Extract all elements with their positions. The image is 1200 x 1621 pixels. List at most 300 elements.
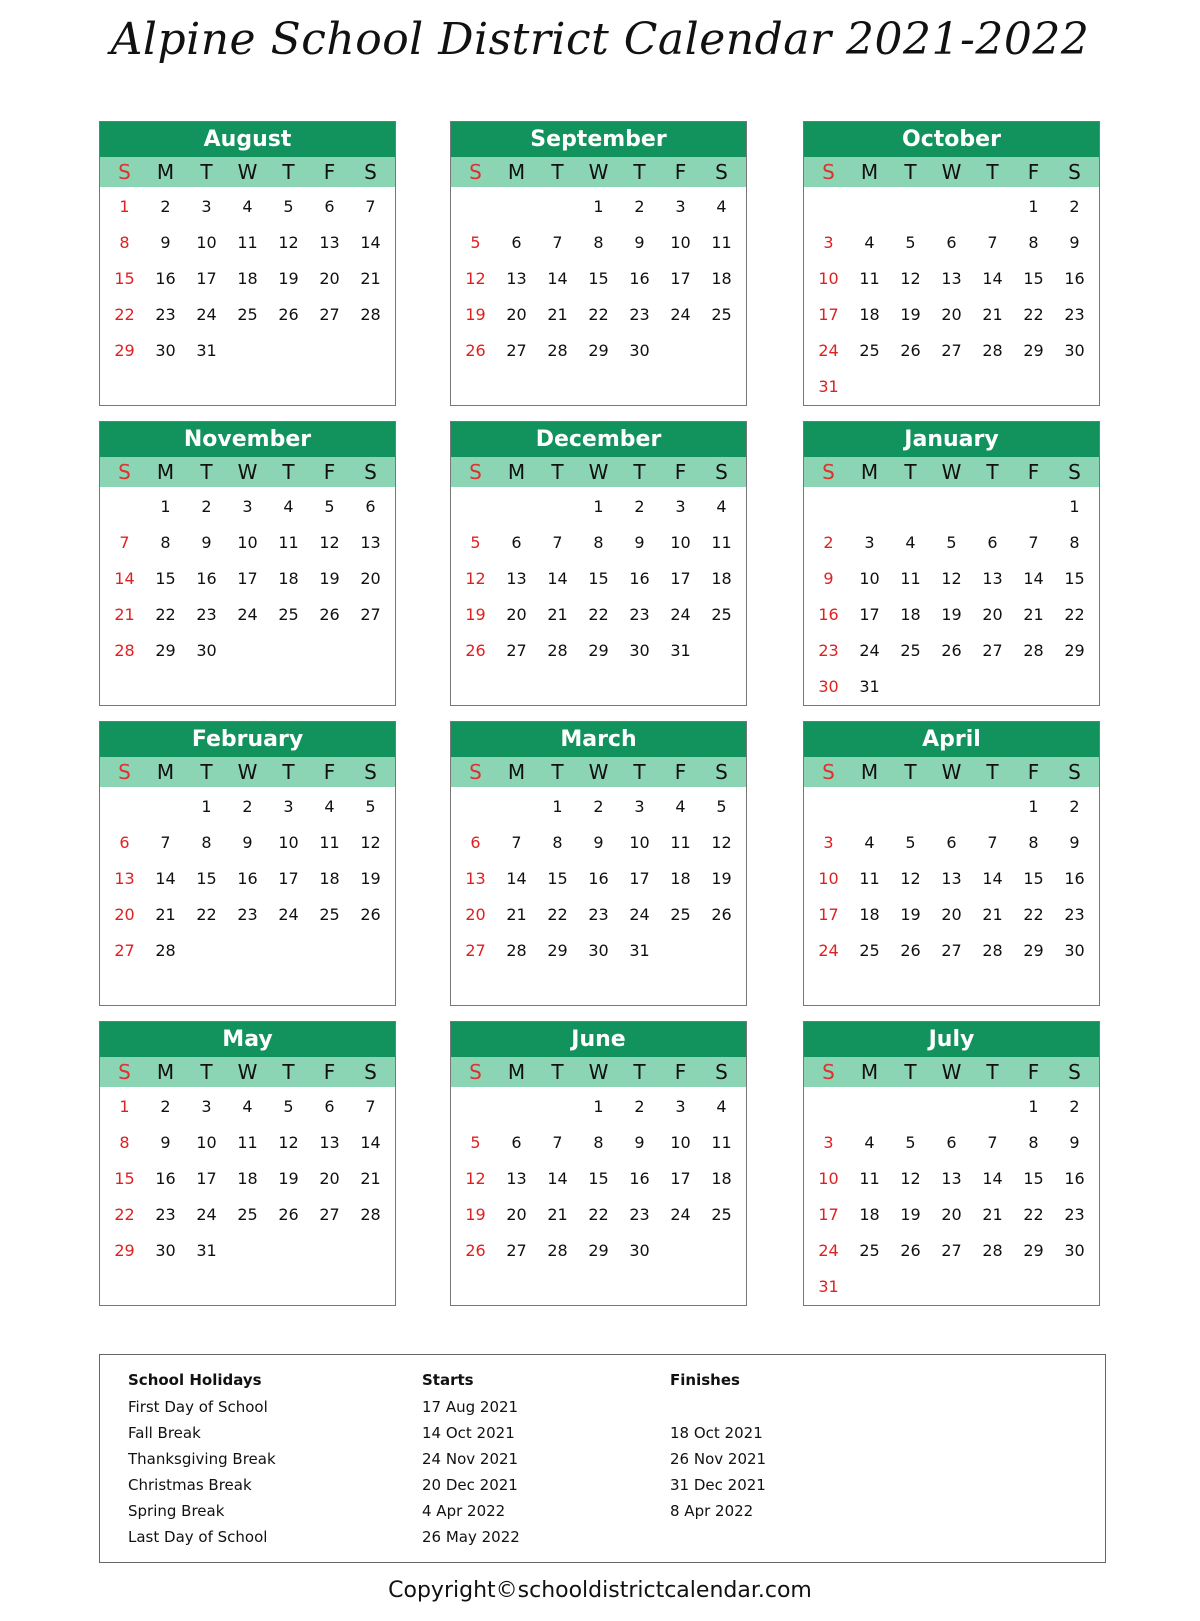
weekday-label: T: [200, 1060, 213, 1084]
month-name: October: [804, 122, 1099, 157]
day-cell: 8: [201, 833, 212, 852]
day-cell: 11: [859, 1169, 880, 1188]
day-cell: 5: [716, 797, 727, 816]
day-grid: [804, 487, 1099, 705]
month-name: July: [804, 1022, 1099, 1057]
day-cell: 13: [941, 1169, 962, 1188]
day-cell: 14: [155, 869, 176, 888]
day-cell: 7: [987, 833, 998, 852]
day-cell: 18: [237, 269, 258, 288]
day-cell: 20: [506, 605, 527, 624]
day-cell: 20: [506, 305, 527, 324]
day-cell: 24: [818, 341, 839, 360]
weekday-label: F: [323, 460, 336, 484]
day-cell: 2: [1069, 797, 1080, 816]
day-cell: 18: [319, 869, 340, 888]
weekday-label: M: [507, 160, 526, 184]
day-cell: 24: [629, 905, 650, 924]
day-cell: 4: [675, 797, 686, 816]
empty-cell: [104, 789, 145, 825]
day-cell: 30: [155, 1241, 176, 1260]
weekday-header: [100, 757, 395, 787]
day-cell: 18: [278, 569, 299, 588]
day-cell: 6: [470, 833, 481, 852]
day-cell: 19: [465, 1205, 486, 1224]
day-cell: 22: [588, 1205, 609, 1224]
day-cell: 2: [634, 497, 645, 516]
day-cell: 23: [818, 641, 839, 660]
day-cell: 11: [278, 533, 299, 552]
day-cell: 30: [818, 677, 839, 696]
day-cell: 3: [283, 797, 294, 816]
day-cell: 12: [711, 833, 732, 852]
weekday-label: M: [507, 1060, 526, 1084]
day-cell: 24: [278, 905, 299, 924]
day-cell: 15: [196, 869, 217, 888]
day-cell: 23: [629, 1205, 650, 1224]
empty-cell: [537, 189, 578, 225]
weekday-label: W: [588, 460, 609, 484]
empty-cell: [972, 189, 1013, 225]
day-cell: 23: [1064, 1205, 1085, 1224]
day-cell: 27: [941, 341, 962, 360]
day-cell: 20: [319, 1169, 340, 1188]
day-cell: 16: [1064, 269, 1085, 288]
day-cell: 26: [278, 1205, 299, 1224]
day-cell: 24: [670, 305, 691, 324]
month-name: August: [100, 122, 395, 157]
day-cell: 14: [982, 869, 1003, 888]
day-cell: 28: [547, 1241, 568, 1260]
day-cell: 27: [941, 1241, 962, 1260]
day-cell: 14: [506, 869, 527, 888]
day-cell: 3: [864, 533, 875, 552]
day-cell: 12: [465, 1169, 486, 1188]
day-cell: 24: [818, 941, 839, 960]
weekday-header: [451, 457, 746, 487]
day-cell: 22: [1023, 305, 1044, 324]
day-cell: 9: [160, 1133, 171, 1152]
month-name: September: [451, 122, 746, 157]
day-cell: 31: [196, 1241, 217, 1260]
day-cell: 17: [670, 269, 691, 288]
day-cell: 22: [114, 1205, 135, 1224]
day-cell: 13: [941, 269, 962, 288]
weekday-label: M: [860, 460, 879, 484]
day-cell: 12: [900, 269, 921, 288]
day-cell: 21: [1023, 605, 1044, 624]
weekday-header: [804, 457, 1099, 487]
weekday-label: T: [633, 160, 646, 184]
month-name: May: [100, 1022, 395, 1057]
weekday-label: T: [551, 460, 564, 484]
holiday-name: Fall Break: [128, 1424, 201, 1442]
weekday-label: W: [237, 1060, 258, 1084]
day-cell: 16: [629, 569, 650, 588]
day-cell: 12: [465, 269, 486, 288]
day-cell: 29: [547, 941, 568, 960]
day-cell: 27: [982, 641, 1003, 660]
weekday-label: W: [588, 1060, 609, 1084]
day-grid: [451, 187, 746, 369]
day-cell: 18: [900, 605, 921, 624]
day-cell: 8: [1028, 233, 1039, 252]
day-cell: 4: [864, 1133, 875, 1152]
day-grid: [451, 1087, 746, 1269]
day-cell: 5: [324, 497, 335, 516]
empty-cell: [104, 489, 145, 525]
day-cell: 23: [629, 605, 650, 624]
day-cell: 21: [114, 605, 135, 624]
day-cell: 6: [511, 1133, 522, 1152]
day-cell: 9: [1069, 1133, 1080, 1152]
day-cell: 31: [859, 677, 880, 696]
day-cell: 4: [242, 1097, 253, 1116]
day-cell: 15: [155, 569, 176, 588]
day-cell: 20: [319, 269, 340, 288]
weekday-label: T: [986, 160, 999, 184]
day-cell: 12: [900, 1169, 921, 1188]
holiday-row: [100, 1394, 1105, 1421]
empty-cell: [496, 1089, 537, 1125]
day-cell: 5: [905, 833, 916, 852]
day-cell: 15: [588, 569, 609, 588]
day-cell: 27: [114, 941, 135, 960]
day-cell: 9: [823, 569, 834, 588]
day-cell: 30: [196, 641, 217, 660]
day-cell: 21: [982, 1205, 1003, 1224]
day-cell: 28: [982, 941, 1003, 960]
day-cell: 14: [982, 1169, 1003, 1188]
day-cell: 10: [196, 1133, 217, 1152]
holiday-start: 17 Aug 2021: [422, 1398, 519, 1416]
day-cell: 11: [319, 833, 340, 852]
empty-cell: [455, 489, 496, 525]
day-cell: 6: [365, 497, 376, 516]
day-cell: 17: [818, 305, 839, 324]
day-cell: 18: [711, 1169, 732, 1188]
month-june: [450, 1021, 747, 1306]
empty-cell: [496, 489, 537, 525]
weekday-label: S: [822, 160, 835, 184]
weekday-label: S: [118, 1060, 131, 1084]
day-cell: 16: [155, 1169, 176, 1188]
day-cell: 25: [900, 641, 921, 660]
day-cell: 25: [319, 905, 340, 924]
empty-cell: [931, 1089, 972, 1125]
holiday-name: Last Day of School: [128, 1528, 268, 1546]
day-cell: 7: [552, 233, 563, 252]
day-cell: 6: [946, 233, 957, 252]
day-cell: 18: [859, 905, 880, 924]
day-grid: [804, 187, 1099, 405]
day-cell: 1: [552, 797, 563, 816]
day-cell: 20: [941, 905, 962, 924]
day-cell: 12: [278, 233, 299, 252]
day-cell: 5: [905, 1133, 916, 1152]
day-cell: 8: [593, 533, 604, 552]
day-cell: 16: [237, 869, 258, 888]
weekday-label: F: [323, 160, 336, 184]
day-cell: 18: [237, 1169, 258, 1188]
day-cell: 22: [114, 305, 135, 324]
day-cell: 10: [818, 1169, 839, 1188]
day-cell: 15: [114, 1169, 135, 1188]
holiday-row: [100, 1446, 1105, 1473]
school-holidays-table: [99, 1354, 1106, 1563]
day-cell: 22: [1064, 605, 1085, 624]
day-cell: 5: [470, 533, 481, 552]
weekday-label: W: [941, 160, 962, 184]
holiday-row: [100, 1524, 1105, 1551]
day-cell: 16: [629, 269, 650, 288]
day-cell: 26: [900, 341, 921, 360]
weekday-label: T: [282, 1060, 295, 1084]
empty-cell: [455, 1089, 496, 1125]
day-cell: 30: [1064, 941, 1085, 960]
day-cell: 21: [155, 905, 176, 924]
month-name: February: [100, 722, 395, 757]
day-cell: 5: [365, 797, 376, 816]
weekday-label: M: [860, 1060, 879, 1084]
day-cell: 26: [941, 641, 962, 660]
day-cell: 28: [360, 305, 381, 324]
day-cell: 14: [982, 269, 1003, 288]
holiday-row: [100, 1472, 1105, 1499]
weekday-label: S: [364, 760, 377, 784]
day-grid: [100, 187, 395, 369]
empty-cell: [931, 489, 972, 525]
day-cell: 15: [588, 269, 609, 288]
day-cell: 10: [670, 233, 691, 252]
day-cell: 17: [670, 569, 691, 588]
day-cell: 8: [119, 233, 130, 252]
day-cell: 15: [1023, 269, 1044, 288]
day-cell: 2: [1069, 197, 1080, 216]
weekday-label: S: [1068, 460, 1081, 484]
weekday-label: W: [941, 760, 962, 784]
day-cell: 13: [319, 1133, 340, 1152]
day-cell: 24: [196, 1205, 217, 1224]
day-cell: 31: [629, 941, 650, 960]
day-cell: 19: [941, 605, 962, 624]
day-cell: 30: [155, 341, 176, 360]
day-cell: 6: [946, 1133, 957, 1152]
day-cell: 6: [946, 833, 957, 852]
day-cell: 28: [547, 641, 568, 660]
day-cell: 29: [1023, 341, 1044, 360]
day-cell: 6: [987, 533, 998, 552]
day-cell: 21: [506, 905, 527, 924]
weekday-label: T: [551, 760, 564, 784]
holiday-row: [100, 1420, 1105, 1447]
weekday-label: S: [118, 160, 131, 184]
day-cell: 29: [1023, 941, 1044, 960]
month-may: [99, 1021, 396, 1306]
empty-cell: [972, 789, 1013, 825]
empty-cell: [931, 189, 972, 225]
day-cell: 20: [360, 569, 381, 588]
day-cell: 2: [823, 533, 834, 552]
weekday-label: S: [1068, 1060, 1081, 1084]
weekday-label: S: [822, 760, 835, 784]
weekday-label: T: [551, 160, 564, 184]
day-cell: 29: [155, 641, 176, 660]
weekday-label: M: [860, 760, 879, 784]
day-cell: 7: [1028, 533, 1039, 552]
day-cell: 22: [547, 905, 568, 924]
day-cell: 4: [864, 233, 875, 252]
day-cell: 9: [1069, 233, 1080, 252]
weekday-label: T: [986, 760, 999, 784]
day-cell: 3: [634, 797, 645, 816]
day-cell: 20: [114, 905, 135, 924]
weekday-label: S: [364, 160, 377, 184]
empty-cell: [496, 189, 537, 225]
empty-cell: [808, 1089, 849, 1125]
day-cell: 8: [119, 1133, 130, 1152]
day-cell: 2: [160, 197, 171, 216]
weekday-label: W: [237, 160, 258, 184]
empty-cell: [890, 189, 931, 225]
month-august: [99, 121, 396, 406]
day-cell: 26: [465, 341, 486, 360]
holiday-start: 24 Nov 2021: [422, 1450, 519, 1468]
weekday-label: F: [1027, 760, 1040, 784]
day-cell: 11: [711, 233, 732, 252]
holiday-finish: 8 Apr 2022: [670, 1502, 754, 1520]
day-cell: 10: [859, 569, 880, 588]
day-cell: 3: [201, 197, 212, 216]
day-cell: 9: [1069, 833, 1080, 852]
weekday-label: F: [674, 1060, 687, 1084]
day-grid: [451, 787, 746, 969]
empty-cell: [931, 789, 972, 825]
weekday-label: T: [986, 1060, 999, 1084]
day-cell: 19: [900, 305, 921, 324]
day-cell: 7: [987, 233, 998, 252]
day-cell: 9: [201, 533, 212, 552]
weekday-label: T: [200, 160, 213, 184]
weekday-label: S: [1068, 760, 1081, 784]
day-cell: 11: [859, 869, 880, 888]
day-cell: 19: [465, 305, 486, 324]
day-cell: 30: [588, 941, 609, 960]
weekday-label: W: [237, 460, 258, 484]
day-cell: 12: [319, 533, 340, 552]
holiday-name: Thanksgiving Break: [128, 1450, 276, 1468]
day-cell: 24: [670, 605, 691, 624]
day-cell: 4: [716, 1097, 727, 1116]
weekday-label: S: [715, 1060, 728, 1084]
weekday-label: T: [904, 460, 917, 484]
weekday-label: T: [282, 460, 295, 484]
day-cell: 10: [670, 1133, 691, 1152]
day-cell: 23: [155, 305, 176, 324]
day-cell: 2: [1069, 1097, 1080, 1116]
day-cell: 15: [1023, 1169, 1044, 1188]
day-cell: 31: [818, 377, 839, 396]
day-cell: 21: [547, 1205, 568, 1224]
weekday-label: F: [323, 1060, 336, 1084]
day-cell: 17: [237, 569, 258, 588]
copyright-text: Copyright©schooldistrictcalendar.com: [388, 1578, 812, 1603]
day-cell: 30: [629, 641, 650, 660]
day-cell: 26: [711, 905, 732, 924]
day-cell: 17: [818, 1205, 839, 1224]
day-cell: 8: [160, 533, 171, 552]
day-cell: 14: [547, 569, 568, 588]
day-cell: 14: [360, 233, 381, 252]
day-cell: 4: [716, 197, 727, 216]
weekday-header: [804, 757, 1099, 787]
day-cell: 11: [237, 1133, 258, 1152]
month-name: March: [451, 722, 746, 757]
day-cell: 25: [237, 1205, 258, 1224]
day-cell: 27: [506, 341, 527, 360]
day-cell: 20: [982, 605, 1003, 624]
day-cell: 4: [242, 197, 253, 216]
day-cell: 25: [237, 305, 258, 324]
weekday-label: S: [469, 1060, 482, 1084]
day-cell: 12: [465, 569, 486, 588]
day-cell: 11: [237, 233, 258, 252]
day-cell: 10: [629, 833, 650, 852]
day-cell: 27: [319, 305, 340, 324]
day-cell: 25: [670, 905, 691, 924]
weekday-label: M: [156, 160, 175, 184]
month-march: [450, 721, 747, 1006]
day-cell: 28: [114, 641, 135, 660]
day-cell: 29: [588, 1241, 609, 1260]
weekday-header: [804, 157, 1099, 187]
day-cell: 21: [547, 305, 568, 324]
day-cell: 3: [823, 1133, 834, 1152]
day-cell: 4: [716, 497, 727, 516]
day-cell: 31: [818, 1277, 839, 1296]
day-cell: 25: [859, 941, 880, 960]
day-cell: 8: [1028, 1133, 1039, 1152]
holiday-start: 26 May 2022: [422, 1528, 520, 1546]
day-cell: 27: [465, 941, 486, 960]
day-cell: 21: [360, 1169, 381, 1188]
weekday-label: W: [588, 760, 609, 784]
day-cell: 27: [941, 941, 962, 960]
empty-cell: [1013, 489, 1054, 525]
day-cell: 28: [1023, 641, 1044, 660]
month-april: [803, 721, 1100, 1006]
day-cell: 7: [119, 533, 130, 552]
weekday-header: [451, 1057, 746, 1087]
holiday-name: Christmas Break: [128, 1476, 252, 1494]
day-cell: 13: [465, 869, 486, 888]
day-grid: [100, 1087, 395, 1269]
weekday-label: W: [237, 760, 258, 784]
day-cell: 10: [670, 533, 691, 552]
day-cell: 7: [365, 197, 376, 216]
day-cell: 19: [900, 1205, 921, 1224]
weekday-header: [100, 1057, 395, 1087]
day-cell: 1: [593, 197, 604, 216]
day-cell: 11: [670, 833, 691, 852]
day-cell: 12: [900, 869, 921, 888]
weekday-label: S: [715, 460, 728, 484]
day-cell: 18: [711, 269, 732, 288]
day-cell: 27: [506, 641, 527, 660]
day-cell: 6: [324, 1097, 335, 1116]
holiday-finish: 26 Nov 2021: [670, 1450, 767, 1468]
day-cell: 19: [278, 269, 299, 288]
